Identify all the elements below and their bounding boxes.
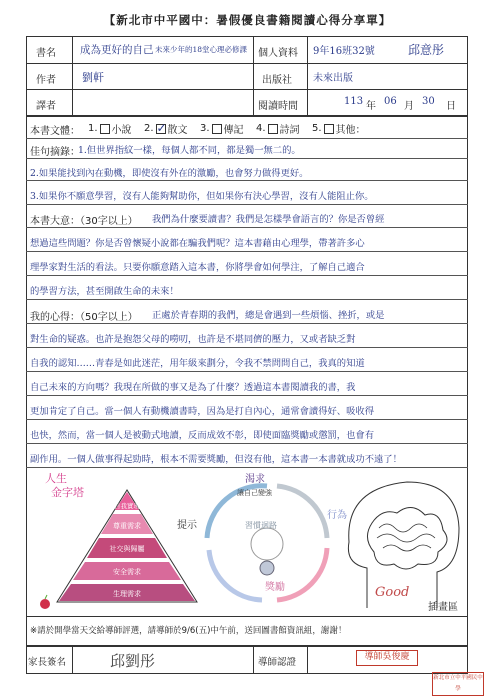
teacher-stamp: 導師吳俊慶: [356, 650, 418, 666]
quote-line: 1.但世界指紋一樣，每個人都不同，都是獨一無二的。: [78, 145, 301, 156]
pyramid-level: 尊重需求: [113, 522, 141, 530]
genre-number: 5.: [312, 123, 322, 134]
pyramid-level: 自我實現: [114, 502, 140, 510]
genre-checkbox[interactable]: [268, 124, 278, 134]
parent-signature: 邱劉彤: [110, 652, 156, 670]
student-class-value: 9年16班32號: [313, 46, 375, 57]
apple-icon: [40, 599, 50, 609]
genre-label-text: 散文: [167, 125, 188, 136]
summary-line: 我們為什麼要讀書？我們是怎樣學會語言的？你是否曾經: [152, 214, 385, 225]
personal-label: 個人資料: [258, 48, 298, 59]
student-name-value: 邱意彤: [408, 43, 445, 57]
cycle-label: 行為: [327, 510, 347, 521]
genre-options: [88, 121, 466, 135]
cycle-label: 提示: [177, 520, 197, 531]
pyramid-level: 社交與歸屬: [109, 545, 145, 553]
quote-line: 3.如果你不願意學習，沒有人能夠幫助你，但如果你有決心學習，沒有人能阻止你。: [30, 191, 374, 202]
genre-number: 4.: [256, 123, 266, 134]
genre-label-text: 傳記: [223, 125, 244, 136]
pyramid-level: 安全需求: [113, 568, 141, 576]
genre-label: 本書文體：: [30, 126, 80, 137]
book-name-label: 書名: [36, 48, 56, 59]
publisher-value: 未來出版: [313, 73, 353, 84]
illustration: [27, 468, 467, 618]
star-center: [251, 528, 283, 560]
summary-line: 的學習方法，甚至開啟生命的未來！: [30, 286, 179, 297]
cycle-label: 讓自己變強: [237, 489, 272, 497]
reflection-line: 更加肯定了自己。當一個人有動機讀書時，因為是打自內心，通常會讀得好、吸收得: [30, 406, 374, 417]
date-year: 113: [344, 96, 364, 107]
sheet-title: 【新北市中平國中：暑假優良書籍閱讀心得分享單】: [103, 13, 392, 27]
parent-sign-label: 家長簽名: [28, 657, 67, 668]
reflection-line: 對生命的疑惑。也許是抱怨父母的嘮叨，也許是不堪同儕的壓力，又或者缺乏對: [30, 334, 356, 345]
cycle-label: 習慣迴路: [245, 521, 277, 530]
date-month: 06: [384, 96, 397, 107]
date-day-unit: 日: [446, 101, 456, 112]
author-label: 作者: [36, 75, 56, 86]
cycle-label: 渴求: [245, 474, 265, 485]
genre-option[interactable]: [88, 121, 132, 136]
genre-number: 2.: [144, 123, 154, 134]
translator-label: 譯者: [36, 101, 56, 112]
author-value: 劉軒: [82, 71, 104, 84]
date-year-unit: 年: [366, 101, 376, 112]
summary-label: 本書大意：（30字以上）: [30, 216, 138, 227]
quote-line: 2.如果能找到內在動機，即使沒有外在的激勵，也會努力做得更好。: [30, 168, 309, 179]
genre-checkbox[interactable]: [212, 124, 222, 134]
pyramid-title-2: 金字塔: [51, 486, 84, 499]
draw-area-label: 插畫區: [428, 602, 458, 613]
reflection-line: 自我的認知……青春是如此迷茫，用年級來劃分，令我不禁問問自己，我真的知道: [30, 358, 365, 369]
genre-label-text: 小說: [111, 125, 132, 136]
genre-label-text: 其他：: [335, 125, 366, 136]
cycle-label: 獎勵: [265, 582, 285, 593]
teacher-verify-label: 導師認證: [258, 657, 297, 668]
genre-checkbox[interactable]: [324, 124, 334, 134]
pyramid-title-1: 人生: [45, 472, 67, 485]
reflection-line: 正處於青春期的我們，總是會遇到一些煩惱、挫折，或是: [152, 310, 385, 321]
checkmark-icon: ✓: [156, 120, 167, 135]
reflection-line: 自己未來的方向嗎？我現在所做的事又是為了什麼？透過這本書閱讀我的書，我: [30, 382, 356, 393]
genre-option[interactable]: [144, 121, 188, 136]
quotes-label: 佳句摘錄：: [30, 147, 80, 158]
notice-text: ※請於開學當天交給導師評選，請導師於9/6(五)中午前，送回圖書館資訊組，謝謝！: [30, 626, 347, 636]
book-name-value: 成為更好的自己: [80, 44, 154, 56]
genre-number: 3.: [200, 123, 210, 134]
genre-option[interactable]: [312, 121, 366, 136]
summary-line: 想過這些問題？你是否曾懷疑小說都在騙我們呢？這本書藉由心理學，帶著許多心: [30, 238, 365, 249]
read-time-label: 閱讀時間: [258, 101, 298, 112]
book-name-subtitle: 未來少年的18堂心理必修課: [155, 45, 248, 54]
date-month-unit: 月: [404, 101, 414, 112]
summary-line: 理學家對生活的看法。只要你願意踏入這本書，你將學會如何學注，了解自己適合: [30, 262, 365, 273]
reflection-line: 副作用。一個人做事得起勁時，根本不需要獎勵，但沒有他，這本書一本書就成功不遠了！: [30, 454, 402, 465]
genre-checkbox[interactable]: [100, 124, 110, 134]
reflection-label: 我的心得：（50字以上）: [30, 312, 138, 323]
school-stamp: 新北市立中平國民中學: [432, 672, 484, 696]
genre-option[interactable]: [200, 121, 244, 136]
pyramid-level: 生理需求: [113, 590, 141, 598]
genre-label-text: 詩詞: [279, 125, 300, 136]
genre-checkbox[interactable]: [156, 120, 167, 135]
publisher-label: 出版社: [262, 75, 292, 86]
good-text: Good: [375, 585, 410, 600]
genre-option[interactable]: [256, 121, 300, 136]
reflection-line: 也快，然而，當一個人是被動式地讀，反而成效不彰，即使面臨獎勵或懲罰，也會有: [30, 430, 374, 441]
date-day: 30: [422, 96, 435, 107]
genre-number: 1.: [88, 123, 98, 134]
